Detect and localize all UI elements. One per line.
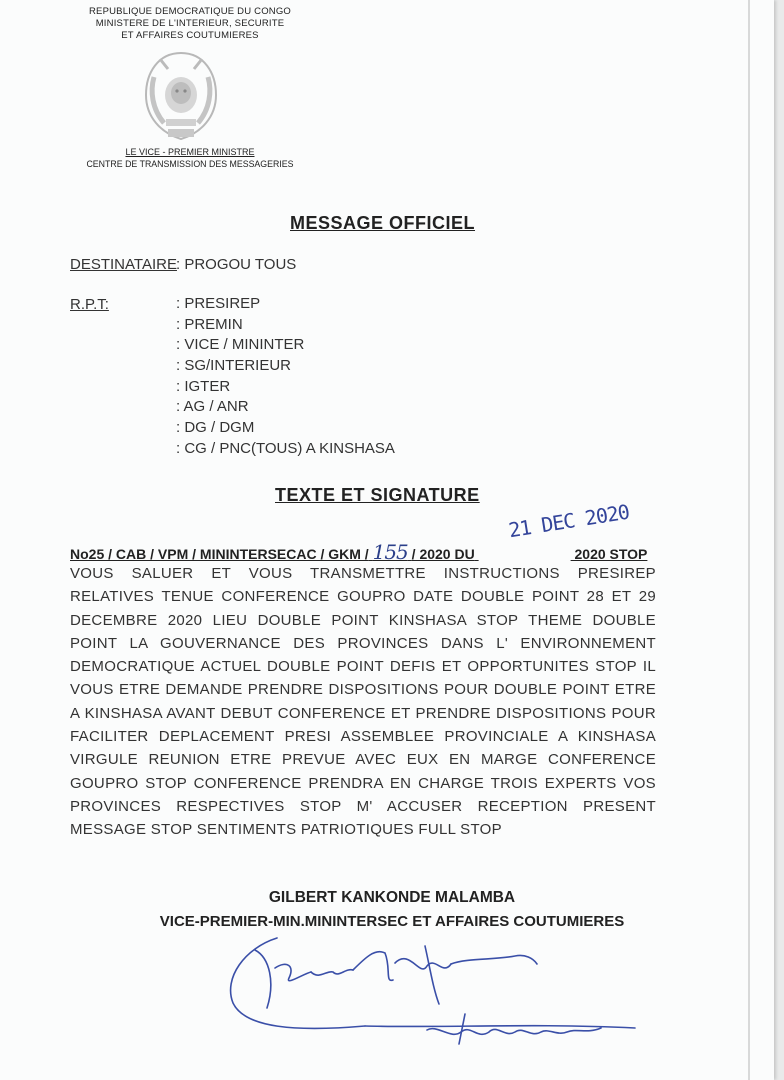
rpt-item: : PREMIN (176, 315, 243, 333)
handwritten-reference-number: 155 (372, 540, 408, 564)
reference-middle: / 2020 DU (411, 546, 475, 562)
section-title: TEXTE ET SIGNATURE (275, 485, 480, 505)
rpt-item: : PRESIREP (176, 295, 261, 312)
rpt-item: : CG / PNC(TOUS) A KINSHASA (176, 439, 395, 457)
reference-line (70, 540, 647, 564)
reference-prefix: No25 / CAB / VPM / MININTERSECAC / GKM / (70, 546, 369, 562)
date-stamp: 21 DEC 2020 (506, 499, 631, 543)
recipient-value: : PROGOU TOUS (176, 256, 297, 273)
rpt-item: : DG / DGM (176, 419, 255, 437)
letterhead-ministry: MINISTERE DE L'INTERIEUR, SECURITE (95, 18, 285, 29)
handwritten-signature (215, 928, 655, 1058)
signatory-title: VICE-PREMIER-MIN.MININTERSEC ET AFFAIRES COUTUMIERES (159, 913, 625, 930)
coat-of-arms-emblem (136, 47, 226, 145)
rpt-item: : IGTER (176, 377, 231, 395)
message-body: VOUS SALUER ET VOUS TRANSMETTRE INSTRUCTIONS PRESIREP RELATIVES TENUE CONFERENCE GOUPRO DATE DOUBLE POINT 28 ET 29 DECEMBRE 2020 LIEU DOUBLE POINT KINSHASA STOP THEME DOUBLE POINT LA GOUVERNANCE DES PROVINCES DANS L' ENVIRONNEMENT DEMOCRATIQUE ACTUEL DOUBLE POINT DEFIS ET OPPORTUNITES STOP IL VOUS ETRE DEMANDE PRENDRE DISPOSITIONS POUR DOUBLE POINT ETRE A KINSHASA AVANT DEBUT CONFERENCE ET PRENDRE DISPOSITIONS POUR FACILITER DEPLACEMENT PRESI ASSEMBLEE PROVINCIALE A KINSHASA VIRGULE REUNION ETRE PREVUE AVEC EUX EN MARGE CONFERENCE GOUPRO STOP CONFERENCE PRENDRA EN CHARGE TROIS EXPERTS VOS PROVINCES RESPECTIVES STOP M' ACCUSER RECEPTION PRESENT MESSAGE STOP SENTIMENTS PATRIOTIQUES FULL STOP (70, 565, 656, 839)
letterhead-office: LE VICE - PREMIER MINISTRE (125, 147, 255, 157)
signatory-name: GILBERT KANKONDE MALAMBA (268, 889, 516, 906)
rpt-item: : AG / ANR (176, 398, 249, 416)
recipient-label: DESTINATAIRE (70, 256, 177, 273)
rpt-item: : VICE / MININTER (176, 336, 305, 354)
letterhead-center: CENTRE DE TRANSMISSION DES MESSAGERIES (86, 159, 294, 169)
rpt-item: : SG/INTERIEUR (176, 357, 292, 375)
reference-suffix: 2020 STOP (574, 546, 648, 562)
letterhead-ministry-2: ET AFFAIRES COUTUMIERES (121, 30, 259, 41)
rpt-list (176, 294, 395, 460)
rpt-label: R.P.T: (70, 296, 109, 313)
letterhead-country: REPUBLIQUE DEMOCRATIQUE DU CONGO (88, 6, 292, 17)
page-title: MESSAGE OFFICIEL (290, 213, 476, 233)
